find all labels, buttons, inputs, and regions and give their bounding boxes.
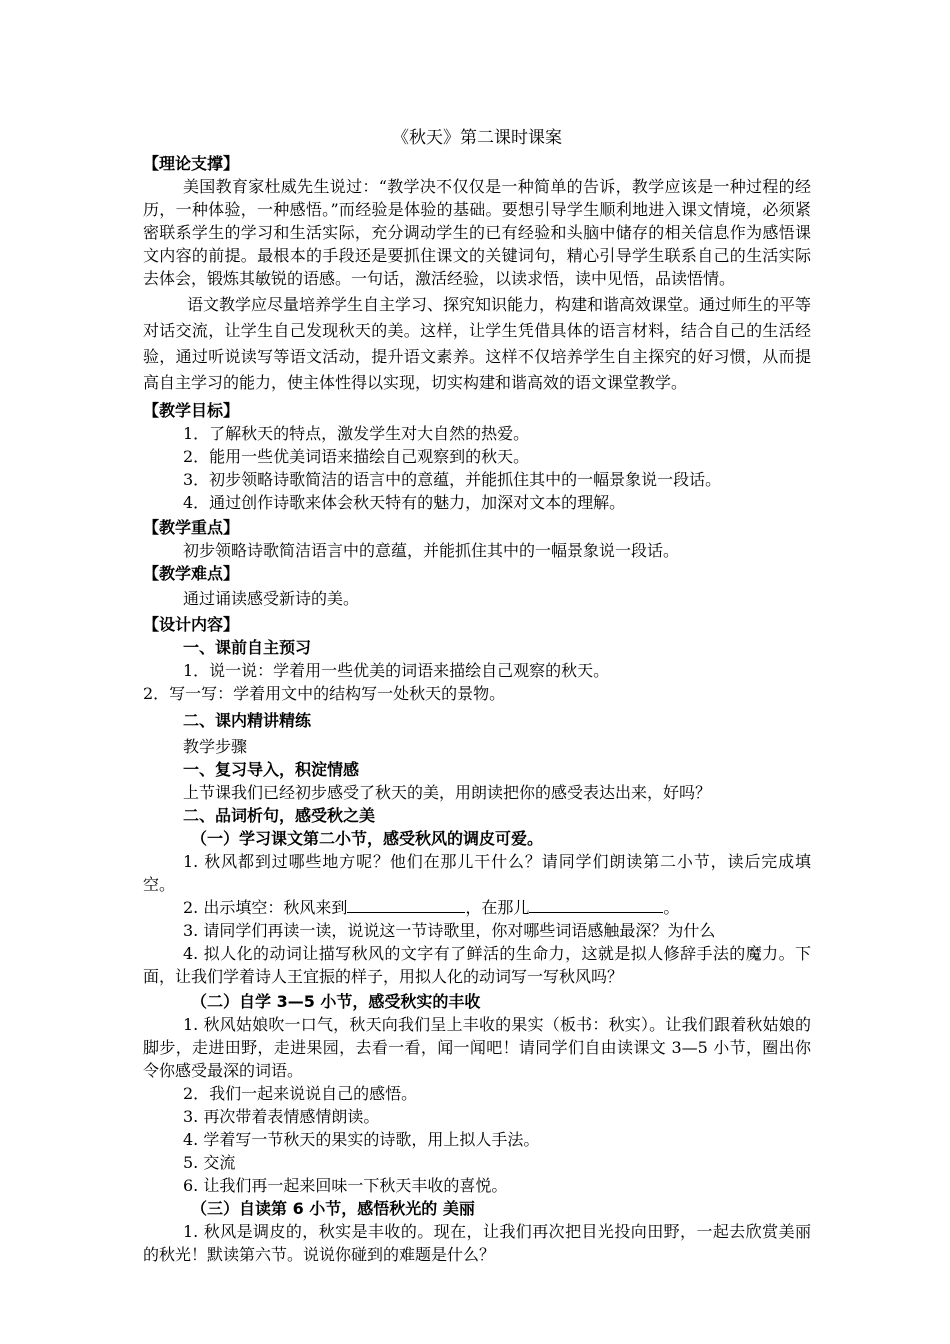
sub1-item3: 3. 请同学们再读一读，说说这一节诗歌里，你对哪些词语感触最深？为什么 — [183, 921, 716, 940]
goal-item-2: 2．能用一些优美词语来描绘自己观察到的秋天。 — [183, 447, 530, 466]
sub1-item2 — [143, 896, 811, 919]
steps-label: 教学步骤 — [183, 737, 248, 756]
document-page — [143, 126, 811, 1266]
step1-title: 一、复习导入，积淀情感 — [183, 760, 360, 779]
design-part1-title: 一、课前自主预习 — [183, 638, 312, 657]
fill-blank-1 — [347, 896, 465, 913]
sub1-item2-prefix: 2. 出示填空：秋风来到 — [183, 898, 348, 917]
sub1-item1: 1. 秋风都到过哪些地方呢？他们在那儿干什么？请同学们朗读第二小节，读后完成填空。 — [143, 852, 811, 894]
section-heading-theory: 【理论支撑】 — [143, 154, 240, 173]
sub1-item2-middle: ，在那儿 — [465, 898, 530, 917]
design-part1-item1: 1．说一说：学着用一些优美的词语来描绘自己观察的秋天。 — [183, 661, 610, 680]
sub1-title: （一）学习课文第二小节，感受秋风的调皮可爱。 — [191, 829, 544, 848]
goal-item-4: 4．通过创作诗歌来体会秋天特有的魅力，加深对文本的理解。 — [183, 493, 626, 512]
sub2-title: （二）自学 3—5 小节，感受秋实的丰收 — [191, 992, 481, 1011]
sub2-item4: 4. 学着写一节秋天的果实的诗歌，用上拟人手法。 — [183, 1130, 540, 1149]
design-part2-title: 二、课内精讲精练 — [183, 711, 312, 730]
theory-paragraph-2: 语文教学应尽量培养学生自主学习、探究知识能力，构建和谐高效课堂。通过师生的平等对话交流，让学生自己发现秋天的美。这样，让学生凭借具体的语言材料，结合自己的生活经验，通过听说读写等语文活动，提升语文素养。这样不仅培养学生自主探究的好习惯，从而提高自主学习的能力，使主体性得以实现，切实构建和谐高效的语文课堂教学。 — [143, 295, 812, 392]
section-heading-design: 【设计内容】 — [143, 615, 240, 634]
fill-blank-2 — [529, 896, 663, 913]
sub2-item3: 3. 再次带着表情感情朗读。 — [183, 1107, 380, 1126]
sub2-item2: 2．我们一起来说说自己的感悟。 — [183, 1084, 418, 1103]
theory-paragraph-1: 美国教育家杜威先生说过：“教学决不仅仅是一种简单的告诉，教学应该是一种过程的经历，一种体验，一种感悟。”而经验是体验的基础。要想引导学生顺利地进入课文情境，必须紧密联系学生的学习和生活实际，充分调动学生的已有经验和头脑中储存的相关信息作为感悟课文内容的前提。最根本的手段还是要抓住课文的关键词句，精心引导学生联系自己的生活实际去体会，锻炼其敏锐的语感。一句话，激活经验，以读求悟，读中见悟，品读悟情。 — [143, 177, 811, 288]
step2-title: 二、品词析句，感受秋之美 — [183, 806, 376, 825]
section-heading-goals: 【教学目标】 — [143, 401, 240, 420]
section-heading-difficulty: 【教学难点】 — [143, 564, 240, 583]
design-part1-item2: 2．写一写：学着用文中的结构写一处秋天的景物。 — [143, 684, 506, 703]
key-text: 初步领略诗歌简洁语言中的意蕴，并能抓住其中的一幅景象说一段话。 — [183, 541, 680, 560]
section-heading-key: 【教学重点】 — [143, 518, 240, 537]
sub1-item4: 4. 拟人化的动词让描写秋风的文字有了鲜活的生命力，这就是拟人修辞手法的魔力。下面，让我们学着诗人王宜振的样子，用拟人化的动词写一写秋风吗？ — [143, 944, 811, 986]
sub1-item2-suffix: 。 — [663, 898, 680, 917]
goal-item-3: 3．初步领略诗歌简洁的语言中的意蕴，并能抓住其中的一幅景象说一段话。 — [183, 470, 722, 489]
document-title: 《秋天》第二课时课案 — [392, 128, 562, 148]
difficulty-text: 通过诵读感受新诗的美。 — [183, 589, 360, 608]
sub2-item6: 6. 让我们再一起来回味一下秋天丰收的喜悦。 — [183, 1176, 508, 1195]
step1-text: 上节课我们已经初步感受了秋天的美，用朗读把你的感受表达出来，好吗？ — [183, 783, 712, 802]
goal-item-1: 1．了解秋天的特点，激发学生对大自然的热爱。 — [183, 424, 530, 443]
sub2-item1: 1. 秋风姑娘吹一口气，秋天向我们呈上丰收的果实（板书：秋实）。让我们跟着秋姑娘的脚步，走进田野，走进果园，去看一看，闻一闻吧！请同学们自由读课文 3—5 小节，圈出你令你感受最深的词语。 — [143, 1015, 811, 1080]
sub2-item5: 5. 交流 — [183, 1153, 236, 1172]
sub3-title: （三）自读第 6 小节，感悟秋光的 美丽 — [191, 1199, 475, 1218]
sub3-item1: 1. 秋风是调皮的，秋实是丰收的。现在，让我们再次把目光投向田野，一起去欣赏美丽的秋光！默读第六节。说说你碰到的难题是什么？ — [143, 1222, 811, 1264]
